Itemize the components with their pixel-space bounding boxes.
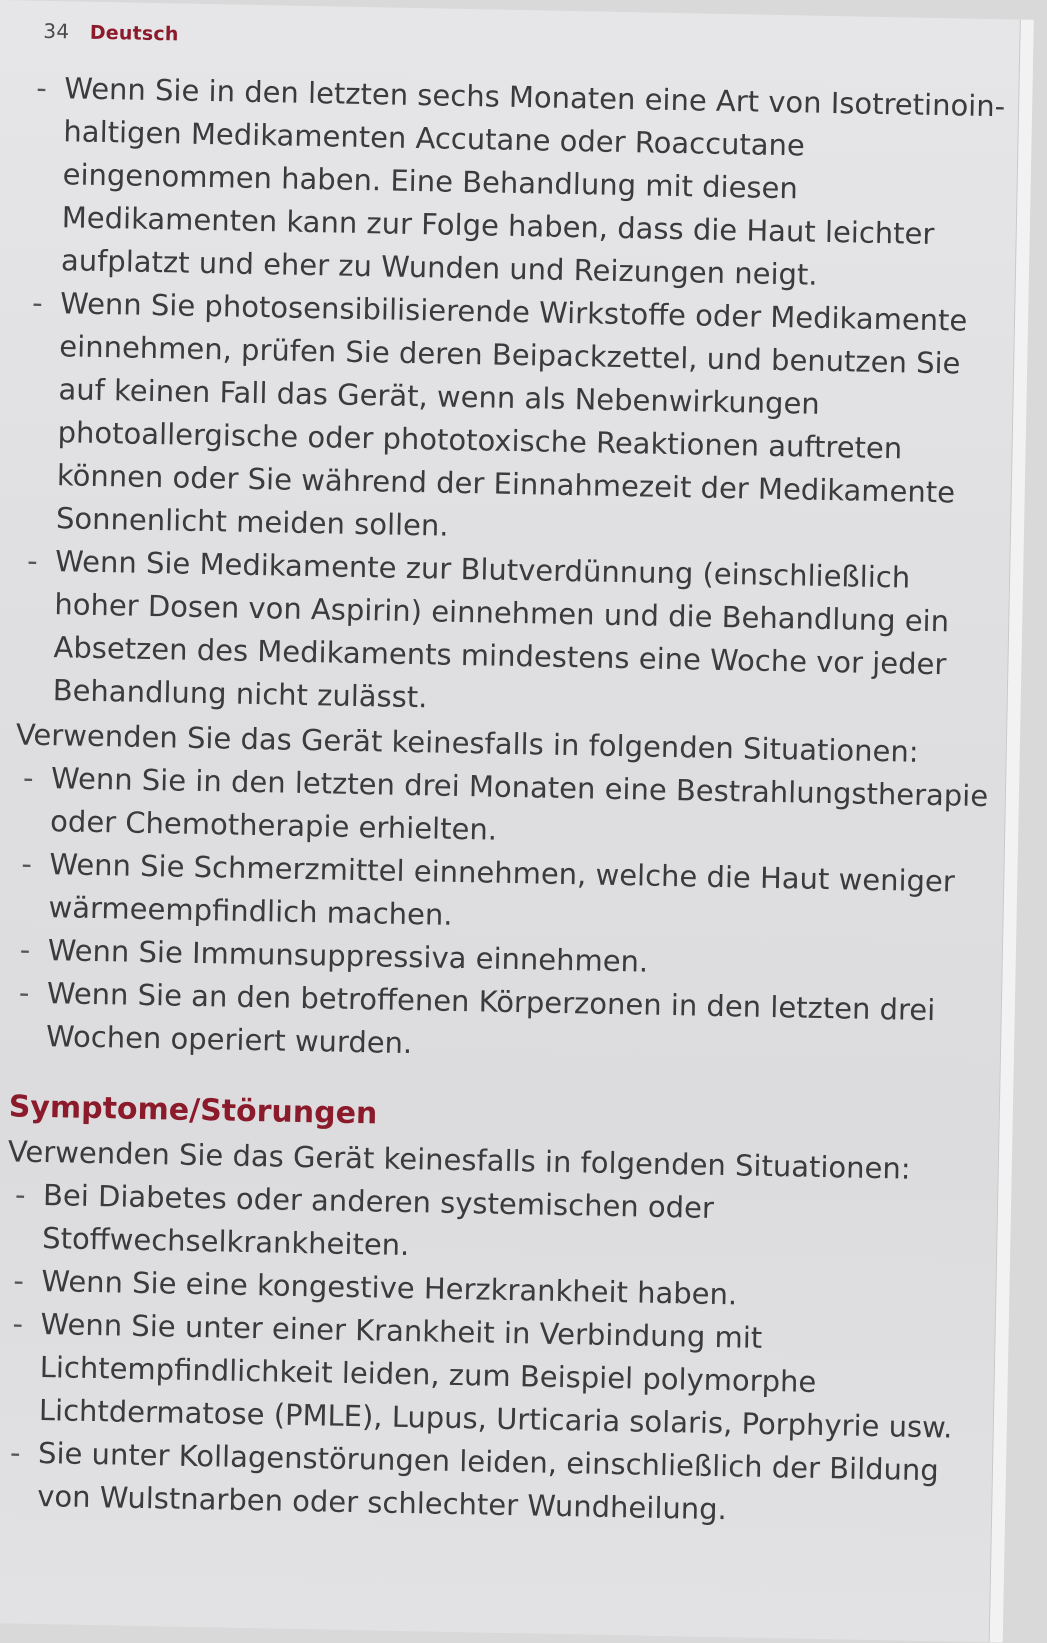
list-item <box>3 1302 985 1450</box>
intro-paragraph: Verwenden Sie das Gerät keinesfalls in folgenden Situationen: <box>15 717 919 769</box>
list-3 <box>1 1173 987 1536</box>
list-1 <box>16 67 1008 731</box>
list-dash: - <box>22 760 34 795</box>
list-item-text: Wenn Sie in den letzten sechs Monaten eine Art von Isotretinoin-haltigen Medikamenten Accutane oder Roaccutane eingenommen haben. Eine Behandlung mit diesen Medikamenten kann zur Folge haben, dass die Haut leichter aufplatzt und eher zu Wunden und Reizungen neigt. <box>60 71 1006 292</box>
list-item-text: Wenn Sie Immunsuppressiva einnehmen. <box>47 933 649 979</box>
list-dash: - <box>12 1306 24 1341</box>
list-item <box>1 1431 982 1536</box>
list-item <box>20 282 1005 559</box>
language-label: Deutsch <box>89 21 179 46</box>
list-dash: - <box>19 932 31 967</box>
list-2 <box>10 756 996 1076</box>
list-dash: - <box>14 1177 26 1212</box>
list-item-text: Wenn Sie Medikamente zur Blutverdünnung (einschließlich hoher Dosen von Aspirin) einnehmen und die Behandlung ein Absetzen des Medikaments mindestens eine Woche vor jeder Behandlung nicht zulässt. <box>52 544 950 715</box>
list-dash: - <box>18 975 30 1010</box>
list-item-text: Wenn Sie an den betroffenen Körperzonen in den letzten drei Wochen operiert wurden. <box>45 976 936 1061</box>
list-item-text: Wenn Sie photosensibilisierende Wirkstoffe oder Medikamente einnehmen, prüfen Sie deren Beipackzettel, und benutzen Sie auf keinen Fall das Gerät, wenn als Nebenwirkungen photoallergische oder phototoxische Reaktionen auftreten können oder Sie während der Einnahmezeit der Medikamente Sonnenlicht meiden sollen. <box>55 286 968 543</box>
list-dash: - <box>35 70 48 105</box>
list-dash: - <box>9 1435 21 1470</box>
list-item <box>10 971 991 1076</box>
intro-paragraph: Verwenden Sie das Gerät keinesfalls in folgenden Situationen: <box>7 1134 911 1186</box>
list-item-text: Wenn Sie unter einer Krankheit in Verbindung mit Lichtempfindlichkeit leiden, zum Beispiel polymorphe Lichtdermatose (PMLE), Lupus, Urticaria solaris, Porphyrie usw. <box>38 1307 953 1445</box>
document-body <box>1 67 1009 1537</box>
list-item <box>25 67 1009 301</box>
list-dash: - <box>26 543 39 578</box>
section-heading: Symptome/Störungen <box>8 1089 378 1132</box>
page-header <box>43 19 179 46</box>
list-dash: - <box>21 846 33 881</box>
list-item-text: Wenn Sie eine kongestive Herzkrankheit haben. <box>41 1264 738 1312</box>
list-item-text: Wenn Sie Schmerzmittel einnehmen, welche die Haut weniger wärmeempfindlich machen. <box>48 847 956 932</box>
list-item <box>16 539 999 730</box>
list-item-text: Bei Diabetes oder anderen systemischen oder Stoffwechselkrankheiten. <box>41 1178 715 1263</box>
page-number: 34 <box>43 18 70 44</box>
list-dash: - <box>13 1263 25 1298</box>
list-item-text: Sie unter Kollagenstörungen leiden, einschließlich der Bildung von Wulstnarben oder schlechter Wundheilung. <box>36 1436 940 1527</box>
list-dash: - <box>31 285 43 320</box>
list-item-text: Wenn Sie in den letzten drei Monaten eine Bestrahlungstherapie oder Chemotherapie erhielten. <box>49 761 989 847</box>
